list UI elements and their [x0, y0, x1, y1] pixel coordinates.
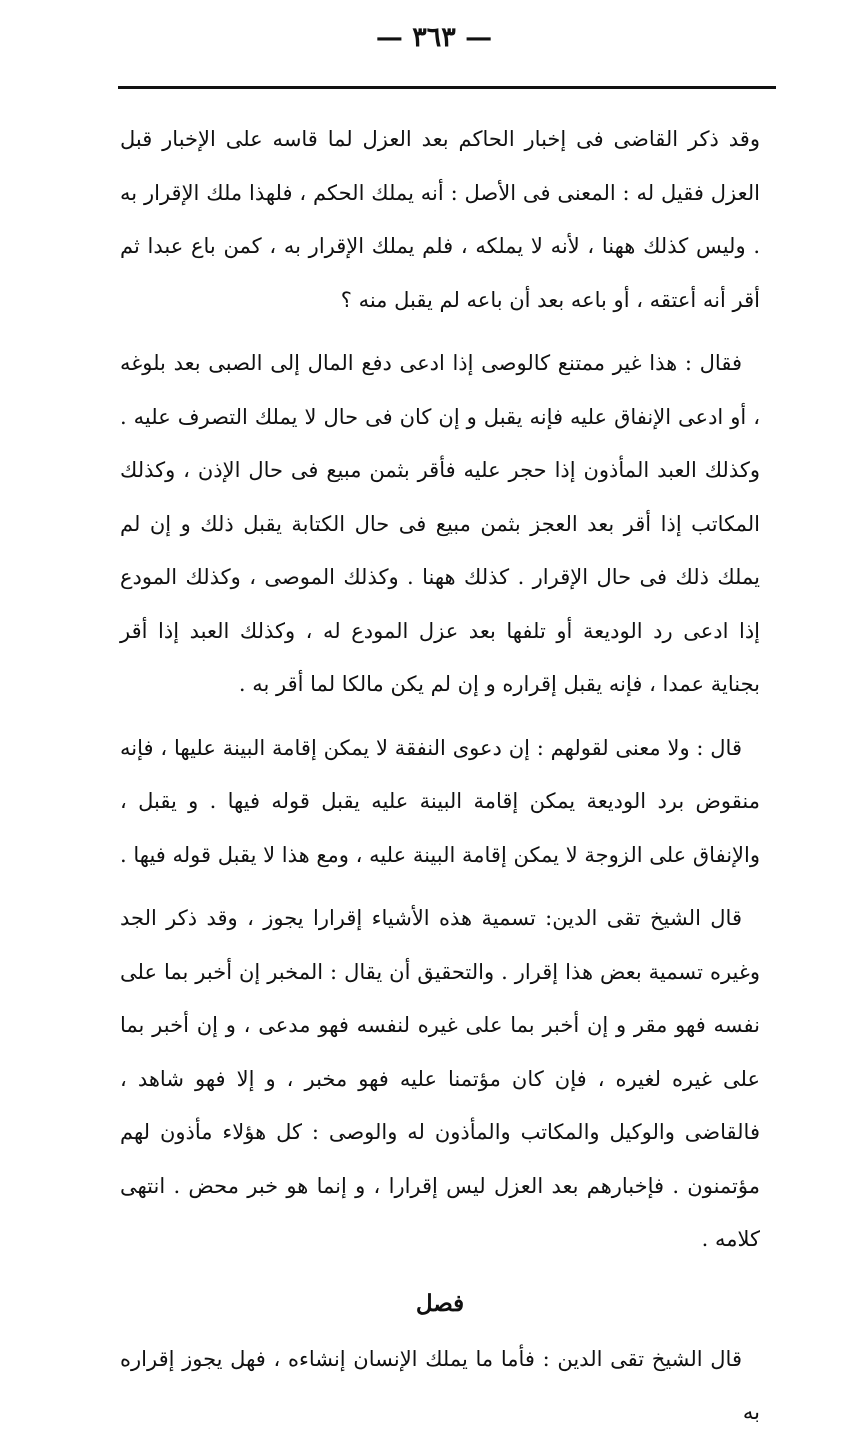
page-number: — ٣٦٣ —: [375, 22, 493, 53]
paragraph-4: قال الشيخ تقى الدين: تسمية هذه الأشياء إقرارا يجوز ، وقد ذكر الجد وغيره تسمية بعض هذا إقرار . والتحقيق أن يقال : المخبر إن أخبر بما على نفسه فهو مقر و إن أخبر بما على غيره لنفسه فهو مدعى ، و إن أخبر بما على غيره لغيره ، فإن كان مؤتمنا عليه فهو مخبر ، و إلا فهو شاهد ، فالقاضى والوكيل والمكاتب والمأذون له والوصى : كل هؤلاء مأذون لهم مؤتمنون . فإخبارهم بعد العزل ليس إقرارا ، و إنما هو خبر محض . انتهى كلامه .: [120, 906, 760, 1251]
paragraph-5: قال الشيخ تقى الدين : فأما ما يملك الإنسان إنشاءه ، فهل يجوز إقراره به: [120, 1346, 760, 1424]
paragraph-2: فقال : هذا غير ممتنع كالوصى إذا ادعى دفع المال إلى الصبى بعد بلوغه ، أو ادعى الإنفاق عليه فإنه يقبل و إن كان فى حال لا يملك التصرف عليه . وكذلك العبد المأذون إذا حجر عليه فأقر بثمن مبيع فى حال الإذن ، وكذلك المكاتب إذا أقر بعد العجز بثمن مبيع فى حال الكتابة يقبل ذلك و إن لم يملك ذلك فى حال الإقرار . كذلك ههنا . وكذلك الموصى ، وكذلك المودع إذا ادعى رد الوديعة أو تلفها بعد عزل المودع له ، وكذلك العبد إذا أقر بجناية عمدا ، فإنه يقبل إقراره و إن لم يكن مالكا لما أقر به .: [120, 351, 761, 696]
paragraph-3: قال : ولا معنى لقولهم : إن دعوى النفقة لا يمكن إقامة البينة عليها ، فإنه منقوض برد الوديعة يمكن إقامة البينة عليه يقبل قوله فيها . و يقبل ، والإنفاق على الزوجة لا يمكن إقامة البينة عليه ، ومع هذا لا يقبل قوله فيها .: [120, 735, 760, 867]
page-body: [120, 113, 760, 1450]
header-divider: [118, 86, 776, 89]
section-heading: فصل: [415, 1289, 465, 1317]
paragraph-1: وقد ذكر القاضى فى إخبار الحاكم بعد العزل لما قاسه على الإخبار قبل العزل فقيل له : المعنى فى الأصل : أنه يملك الحكم ، فلهذا ملك الإقرار به . وليس كذلك ههنا ، لأنه لا يملكه ، فلم يملك الإقرار به ، كمن باع عبدا ثم أقر أنه أعتقه ، أو باعه بعد أن باعه لم يقبل منه ؟: [120, 127, 760, 312]
